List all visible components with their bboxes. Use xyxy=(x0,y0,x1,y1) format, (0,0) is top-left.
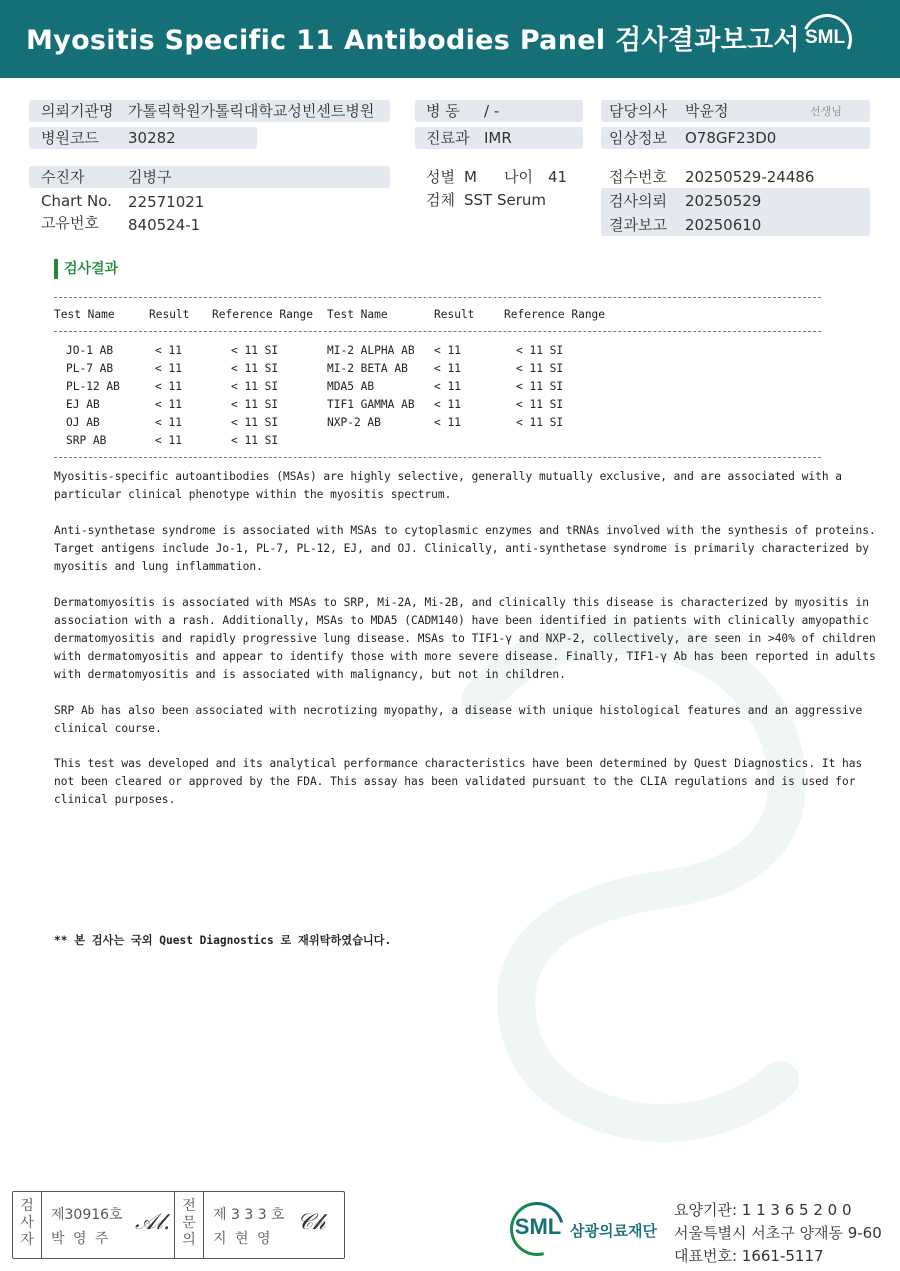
report-header xyxy=(0,0,900,78)
request-label: 검사의뢰 xyxy=(609,192,667,210)
table-header-divider xyxy=(54,331,821,332)
uid-value: 840524-1 xyxy=(128,216,201,234)
org-address: 서울특별시 서초구 양재동 9-60 xyxy=(674,1224,882,1242)
code-label: 병원코드 xyxy=(41,129,99,147)
table-cell-result: < 11 xyxy=(434,380,461,393)
note-paragraph-5: This test was developed and its analytical performance characteristics have been determined by Quest Diagnostics. It has not been cleared or approved by the FDA. This assay has been validated pursuant to the CLIA regulations and is used for clinical purposes. xyxy=(54,757,863,806)
report-value: 20250610 xyxy=(685,216,762,234)
uid-label: 고유번호 xyxy=(41,214,99,232)
patient-value: 김병구 xyxy=(128,168,172,186)
table-cell-range: < 11 SI xyxy=(231,416,279,429)
table-cell-result: < 11 xyxy=(155,434,182,447)
header-reference-range-2: Reference Range xyxy=(504,308,606,321)
table-row: PL-12 AB xyxy=(66,380,120,393)
hospital-label: 의뢰기관명 xyxy=(41,102,114,120)
request-value: 20250529 xyxy=(685,192,762,210)
table-row: NXP-2 AB xyxy=(327,416,381,429)
org-name: 삼광의료재단 xyxy=(570,1222,657,1240)
sml-logo-text: SML xyxy=(804,27,846,48)
specimen-label: 검체 xyxy=(426,191,455,209)
table-top-divider xyxy=(54,297,821,298)
report-label: 결과보고 xyxy=(609,216,667,234)
table-cell-range: < 11 SI xyxy=(231,362,279,375)
table-row: SRP AB xyxy=(66,434,107,447)
results-section-title: 검사결과 xyxy=(54,259,118,279)
table-row: OJ AB xyxy=(66,416,100,429)
org-logo-text: SML xyxy=(514,1214,562,1239)
age-label: 나이 xyxy=(504,168,533,186)
chart-label: Chart No. xyxy=(41,192,112,210)
header-result: Result xyxy=(149,308,190,321)
table-cell-result: < 11 xyxy=(155,344,182,357)
inspector-name: 박 영 주 xyxy=(51,1231,111,1247)
org-logo xyxy=(508,1200,668,1258)
specialist-name: 지 현 영 xyxy=(213,1231,273,1247)
inspector-label-col xyxy=(13,1192,42,1258)
table-cell-range: < 11 SI xyxy=(231,434,279,447)
table-row: MDA5 AB xyxy=(327,380,375,393)
age-value: 41 xyxy=(548,168,568,186)
table-row: MI-2 BETA AB xyxy=(327,362,408,375)
table-cell-result: < 11 xyxy=(155,362,182,375)
inspector-number: 제30916호 xyxy=(51,1207,123,1223)
note-paragraph-1: Myositis-specific autoantibodies (MSAs) are highly selective, generally mutually exclusive, and are associated with a particular clinical phenotype within the myositis spectrum. xyxy=(54,470,843,501)
specialist-signature: 𝒞𝒽 xyxy=(297,1210,326,1235)
specimen-value: SST Serum xyxy=(464,191,547,209)
clinical-label: 임상정보 xyxy=(609,129,667,147)
note-paragraph-4: SRP Ab has also been associated with necrotizing myopathy, a disease with unique histological features and an aggressive clinical course. xyxy=(54,704,863,735)
referral-note: ** 본 검사는 국외 Quest Diagnostics 로 재위탁하였습니다. xyxy=(54,934,392,947)
report-title: Myositis Specific 11 Antibodies Panel 검사결과보고서 xyxy=(26,25,800,56)
table-cell-range: < 11 SI xyxy=(516,380,564,393)
dept-label: 진료과 xyxy=(426,129,470,147)
sml-logo xyxy=(796,12,854,64)
specialist-label-col xyxy=(174,1192,204,1258)
header-result-2: Result xyxy=(434,308,475,321)
clinical-value: O78GF23D0 xyxy=(685,129,777,147)
note-paragraph-3: Dermatomyositis is associated with MSAs to SRP, Mi-2A, Mi-2B, and clinically this disease is characterized by myositis in association with a rash. Additionally, MSAs to MDA5 (CADM140) have been identified in patients with clinically amyopathic dermatomyositis and rapidly progressive lung disease. MSAs to TIF1-γ and NXP-2, collectively, are seen in >40% of children with dermatomyositis and appear to identify those with more severe disease. Finally, TIF1-γ Ab has been reported in adults with dermatomyositis and is associated with malignancy, but not in children. xyxy=(54,596,876,681)
inspector-signature: 𝒜𝓁. xyxy=(135,1210,171,1235)
table-cell-range: < 11 SI xyxy=(231,344,279,357)
header-test-name: Test Name xyxy=(54,308,115,321)
inspector-label: 검 사 자 xyxy=(20,1198,34,1248)
table-cell-range: < 11 SI xyxy=(231,380,279,393)
table-bottom-divider xyxy=(54,457,821,458)
table-cell-result: < 11 xyxy=(434,362,461,375)
receipt-label: 접수번호 xyxy=(609,168,667,186)
signature-box xyxy=(12,1191,345,1259)
code-value: 30282 xyxy=(128,129,176,147)
table-row: EJ AB xyxy=(66,398,100,411)
specialist-label: 전 문 의 xyxy=(182,1198,196,1248)
table-cell-result: < 11 xyxy=(434,344,461,357)
table-cell-range: < 11 SI xyxy=(516,344,564,357)
care-number: 요양기관: 1 1 3 6 5 2 0 0 xyxy=(674,1201,852,1219)
table-row: MI-2 ALPHA AB xyxy=(327,344,415,357)
sex-label: 성별 xyxy=(426,168,455,186)
ward-value: / - xyxy=(484,102,500,120)
table-cell-range: < 11 SI xyxy=(231,398,279,411)
header-test-name-2: Test Name xyxy=(327,308,388,321)
ward-label: 병 동 xyxy=(426,102,460,120)
receipt-value: 20250529-24486 xyxy=(685,168,815,186)
org-phone: 대표번호: 1661-5117 xyxy=(674,1247,824,1265)
specialist-number: 제 3 3 3 호 xyxy=(213,1207,285,1223)
doctor-label: 담당의사 xyxy=(609,102,667,120)
chart-value: 22571021 xyxy=(128,193,205,211)
table-cell-result: < 11 xyxy=(155,380,182,393)
patient-label: 수진자 xyxy=(41,168,85,186)
sex-value: M xyxy=(464,168,477,186)
table-row: JO-1 AB xyxy=(66,344,114,357)
table-cell-range: < 11 SI xyxy=(516,362,564,375)
header-reference-range: Reference Range xyxy=(212,308,314,321)
dept-value: IMR xyxy=(484,129,512,147)
table-cell-result: < 11 xyxy=(155,416,182,429)
hospital-value: 가톨릭학원가톨릭대학교성빈센트병원 xyxy=(128,102,375,120)
table-cell-result: < 11 xyxy=(155,398,182,411)
table-cell-range: < 11 SI xyxy=(516,398,564,411)
doctor-value: 박윤정 xyxy=(685,102,729,120)
table-cell-result: < 11 xyxy=(434,416,461,429)
table-row: PL-7 AB xyxy=(66,362,114,375)
table-row: TIF1 GAMMA AB xyxy=(327,398,415,411)
table-cell-result: < 11 xyxy=(434,398,461,411)
table-cell-range: < 11 SI xyxy=(516,416,564,429)
doctor-suffix: 선생님 xyxy=(810,105,842,118)
note-paragraph-2: Anti-synthetase syndrome is associated with MSAs to cytoplasmic enzymes and tRNAs involved with the synthesis of proteins. Target antigens include Jo-1, PL-7, PL-12, EJ, and OJ. Clinically, anti-synthetase syndrome is primarily characterized by myositis and lung inflammation. xyxy=(54,524,876,573)
